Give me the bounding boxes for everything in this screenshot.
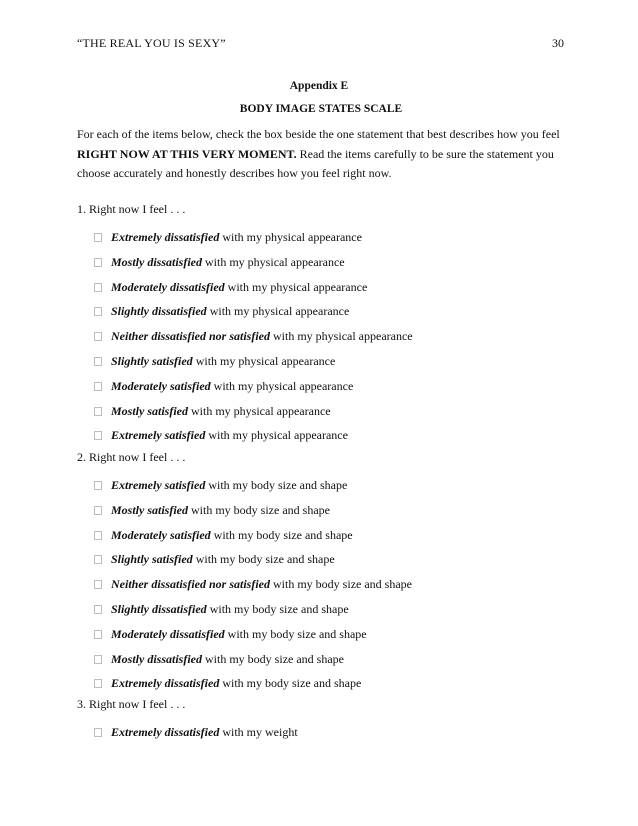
checkbox-icon[interactable]	[94, 233, 102, 242]
instructions-text: For each of the items below, check the box beside the one statement that best describes how you feel	[77, 127, 560, 141]
checkbox-icon[interactable]	[94, 283, 102, 292]
page-number: 30	[552, 36, 564, 50]
response-option[interactable]	[94, 478, 347, 493]
option-text: with my body size and shape	[202, 651, 344, 666]
checkbox-icon[interactable]	[94, 407, 102, 416]
option-emphasis: Extremely satisfied	[111, 478, 206, 492]
checkbox-icon[interactable]	[94, 332, 102, 341]
option-emphasis: Moderately dissatisfied	[111, 626, 225, 641]
option-emphasis: Neither dissatisfied nor satisfied	[111, 329, 271, 344]
checkbox-icon[interactable]	[94, 605, 102, 614]
option-emphasis: Mostly dissatisfied	[111, 254, 203, 269]
instructions-emphasis: RIGHT NOW AT THIS VERY MOMENT.	[77, 146, 297, 161]
option-emphasis: Extremely dissatisfied	[111, 725, 220, 739]
item-header: 2. Right now I feel . . .	[77, 450, 186, 464]
checkbox-icon[interactable]	[94, 307, 102, 316]
option-text: with my body size and shape	[206, 602, 349, 616]
option-emphasis: Mostly satisfied	[111, 403, 188, 418]
option-text: with my physical appearance	[270, 329, 413, 344]
option-text: with my physical appearance	[188, 403, 331, 418]
response-option[interactable]	[94, 428, 348, 443]
checkbox-icon[interactable]	[94, 357, 102, 366]
response-option[interactable]	[94, 230, 362, 245]
option-text: with my physical appearance	[206, 304, 350, 319]
option-text: with my body size and shape	[188, 502, 330, 517]
option-text: with my physical appearance	[192, 354, 336, 368]
response-option[interactable]	[94, 602, 349, 617]
checkbox-icon[interactable]	[94, 728, 102, 737]
response-option[interactable]	[94, 627, 367, 642]
checkbox-icon[interactable]	[94, 382, 102, 391]
option-text: with my physical appearance	[219, 230, 362, 244]
option-text: with my body size and shape	[210, 527, 353, 542]
option-text: with my physical appearance	[224, 279, 368, 294]
checkbox-icon[interactable]	[94, 481, 102, 490]
option-emphasis: Mostly dissatisfied	[111, 651, 203, 666]
option-text: with my physical appearance	[205, 428, 348, 443]
option-emphasis: Extremely satisfied	[111, 428, 206, 443]
response-option[interactable]	[94, 528, 353, 543]
checkbox-icon[interactable]	[94, 555, 102, 564]
option-emphasis: Extremely dissatisfied	[111, 676, 220, 691]
response-option[interactable]	[94, 652, 344, 667]
item-header: 3. Right now I feel . . .	[77, 697, 186, 711]
running-title: “THE REAL YOU IS SEXY”	[77, 36, 226, 50]
option-emphasis: Slightly satisfied	[111, 552, 193, 567]
option-emphasis: Moderately dissatisfied	[111, 279, 225, 294]
option-text: with my physical appearance	[202, 254, 345, 269]
checkbox-icon[interactable]	[94, 630, 102, 639]
option-text: with my body size and shape	[270, 577, 412, 592]
response-option[interactable]	[94, 304, 349, 319]
checkbox-icon[interactable]	[94, 679, 102, 688]
response-option[interactable]	[94, 329, 413, 344]
option-text: with my physical appearance	[210, 378, 354, 393]
response-option[interactable]	[94, 354, 335, 369]
option-emphasis: Extremely dissatisfied	[111, 230, 220, 244]
option-text: with my weight	[219, 725, 298, 739]
response-option[interactable]	[94, 552, 335, 567]
checkbox-icon[interactable]	[94, 655, 102, 664]
response-option[interactable]	[94, 379, 353, 394]
response-option[interactable]	[94, 503, 330, 518]
option-text: with my body size and shape	[219, 676, 362, 691]
checkbox-icon[interactable]	[94, 431, 102, 440]
option-emphasis: Moderately satisfied	[111, 527, 211, 542]
response-option[interactable]	[94, 255, 345, 270]
option-emphasis: Mostly satisfied	[111, 502, 188, 517]
instructions-text-continued: Read the items carefully to be sure the statement you choose accurately and honestly describes how you feel right now.	[77, 146, 554, 180]
response-option[interactable]	[94, 725, 298, 740]
response-option[interactable]	[94, 676, 361, 691]
appendix-label: Appendix E	[289, 80, 349, 92]
response-option[interactable]	[94, 577, 412, 592]
item-header: 1. Right now I feel . . .	[77, 202, 186, 216]
checkbox-icon[interactable]	[94, 531, 102, 540]
option-text: with my body size and shape	[205, 478, 348, 492]
checkbox-icon[interactable]	[94, 506, 102, 515]
option-emphasis: Slightly dissatisfied	[111, 602, 207, 616]
running-head	[77, 36, 564, 52]
option-emphasis: Neither dissatisfied nor satisfied	[111, 577, 271, 592]
scale-title: BODY IMAGE STATES SCALE	[239, 103, 403, 115]
option-emphasis: Moderately satisfied	[111, 378, 211, 393]
option-emphasis: Slightly dissatisfied	[111, 304, 207, 319]
checkbox-icon[interactable]	[94, 580, 102, 589]
option-emphasis: Slightly satisfied	[111, 354, 193, 368]
option-text: with my body size and shape	[192, 552, 335, 567]
checkbox-icon[interactable]	[94, 258, 102, 267]
instructions-paragraph	[77, 125, 567, 184]
response-option[interactable]	[94, 404, 331, 419]
response-option[interactable]	[94, 280, 367, 295]
option-text: with my body size and shape	[224, 626, 367, 641]
